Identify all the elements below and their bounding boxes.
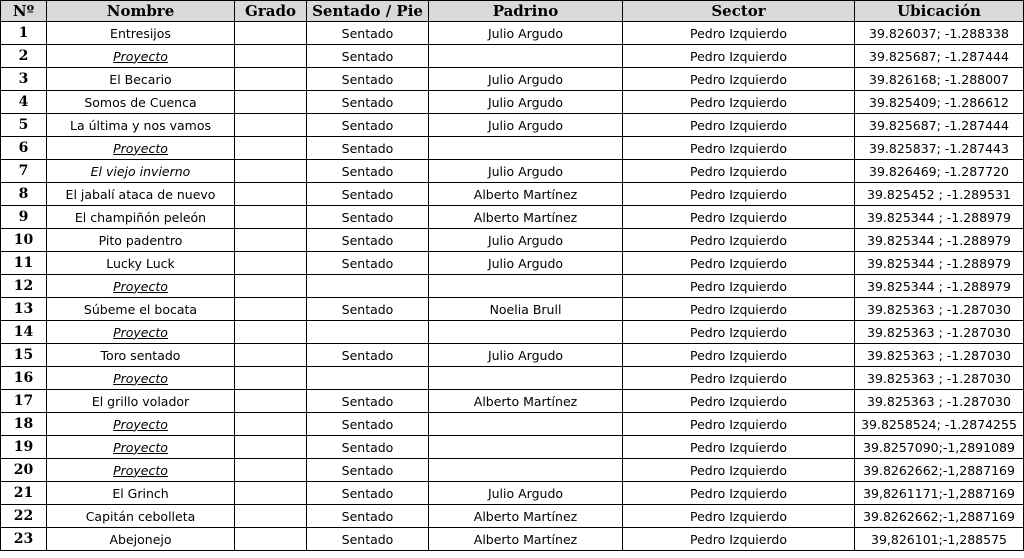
cell-nombre: Súbeme el bocata [47, 298, 235, 321]
table-row [1, 367, 1024, 390]
table-row [1, 459, 1024, 482]
cell-num: 23 [1, 528, 47, 551]
cell-nombre: La última y nos vamos [47, 114, 235, 137]
table-row [1, 206, 1024, 229]
cell-padrino [429, 45, 623, 68]
cell-grado [235, 367, 307, 390]
cell-sentado-pie: Sentado [307, 252, 429, 275]
cell-num: 21 [1, 482, 47, 505]
cell-nombre: El Grinch [47, 482, 235, 505]
cell-nombre: El Becario [47, 68, 235, 91]
table-row [1, 252, 1024, 275]
cell-sentado-pie: Sentado [307, 344, 429, 367]
cell-sector: Pedro Izquierdo [623, 22, 855, 45]
table-row [1, 528, 1024, 551]
cell-num: 14 [1, 321, 47, 344]
cell-padrino: Julio Argudo [429, 114, 623, 137]
cell-num: 16 [1, 367, 47, 390]
cell-padrino: Julio Argudo [429, 252, 623, 275]
cell-grado [235, 528, 307, 551]
cell-nombre: Entresijos [47, 22, 235, 45]
cell-num: 15 [1, 344, 47, 367]
cell-padrino: Alberto Martínez [429, 206, 623, 229]
cell-grado [235, 91, 307, 114]
header-nombre: Nombre [47, 1, 235, 22]
table-row [1, 229, 1024, 252]
cell-ubicacion: 39.825344 ; -1.288979 [855, 229, 1024, 252]
cell-sector: Pedro Izquierdo [623, 91, 855, 114]
header-sector: Sector [623, 1, 855, 22]
cell-ubicacion: 39.825409; -1.286612 [855, 91, 1024, 114]
cell-grado [235, 505, 307, 528]
cell-sector: Pedro Izquierdo [623, 321, 855, 344]
cell-nombre: Proyecto [47, 275, 235, 298]
cell-grado [235, 298, 307, 321]
cell-padrino [429, 137, 623, 160]
table-row [1, 321, 1024, 344]
cell-grado [235, 436, 307, 459]
cell-sentado-pie: Sentado [307, 298, 429, 321]
cell-nombre: Somos de Cuenca [47, 91, 235, 114]
cell-sentado-pie: Sentado [307, 229, 429, 252]
cell-nombre: Pito padentro [47, 229, 235, 252]
cell-ubicacion: 39.826168; -1.288007 [855, 68, 1024, 91]
cell-nombre: El grillo volador [47, 390, 235, 413]
cell-padrino: Julio Argudo [429, 91, 623, 114]
cell-nombre: Proyecto [47, 436, 235, 459]
cell-ubicacion: 39.825687; -1.287444 [855, 114, 1024, 137]
cell-ubicacion: 39.825344 ; -1.288979 [855, 252, 1024, 275]
cell-sector: Pedro Izquierdo [623, 436, 855, 459]
cell-sentado-pie [307, 321, 429, 344]
cell-padrino: Alberto Martínez [429, 390, 623, 413]
cell-padrino: Alberto Martínez [429, 183, 623, 206]
cell-padrino: Julio Argudo [429, 160, 623, 183]
cell-ubicacion: 39.8262662;-1,2887169 [855, 459, 1024, 482]
cell-sector: Pedro Izquierdo [623, 114, 855, 137]
table-row [1, 91, 1024, 114]
cell-sector: Pedro Izquierdo [623, 344, 855, 367]
cell-grado [235, 252, 307, 275]
cell-num: 11 [1, 252, 47, 275]
cell-sentado-pie: Sentado [307, 528, 429, 551]
cell-sector: Pedro Izquierdo [623, 505, 855, 528]
cell-padrino: Julio Argudo [429, 482, 623, 505]
header-padrino: Padrino [429, 1, 623, 22]
cell-num: 10 [1, 229, 47, 252]
cell-padrino: Noelia Brull [429, 298, 623, 321]
cell-grado [235, 22, 307, 45]
table-row [1, 505, 1024, 528]
cell-sector: Pedro Izquierdo [623, 482, 855, 505]
cell-sentado-pie: Sentado [307, 68, 429, 91]
cell-ubicacion: 39,8261171;-1,2887169 [855, 482, 1024, 505]
cell-num: 8 [1, 183, 47, 206]
cell-padrino [429, 413, 623, 436]
cell-sector: Pedro Izquierdo [623, 413, 855, 436]
header-grado: Grado [235, 1, 307, 22]
cell-sector: Pedro Izquierdo [623, 252, 855, 275]
cell-num: 5 [1, 114, 47, 137]
cell-num: 17 [1, 390, 47, 413]
cell-sector: Pedro Izquierdo [623, 160, 855, 183]
cell-sentado-pie: Sentado [307, 482, 429, 505]
cell-sentado-pie [307, 367, 429, 390]
table-row [1, 344, 1024, 367]
cell-grado [235, 413, 307, 436]
cell-nombre: Proyecto [47, 45, 235, 68]
cell-sentado-pie: Sentado [307, 436, 429, 459]
cell-sentado-pie: Sentado [307, 206, 429, 229]
table-row [1, 22, 1024, 45]
cell-ubicacion: 39.826469; -1.287720 [855, 160, 1024, 183]
cell-grado [235, 45, 307, 68]
cell-sentado-pie: Sentado [307, 390, 429, 413]
cell-sentado-pie: Sentado [307, 505, 429, 528]
cell-num: 13 [1, 298, 47, 321]
header-ubicacion: Ubicación [855, 1, 1024, 22]
table-body [1, 22, 1024, 551]
cell-sentado-pie: Sentado [307, 45, 429, 68]
cell-grado [235, 160, 307, 183]
cell-padrino: Julio Argudo [429, 344, 623, 367]
cell-sentado-pie: Sentado [307, 413, 429, 436]
cell-grado [235, 206, 307, 229]
cell-sector: Pedro Izquierdo [623, 206, 855, 229]
cell-padrino: Alberto Martínez [429, 505, 623, 528]
cell-padrino [429, 275, 623, 298]
cell-grado [235, 344, 307, 367]
cell-ubicacion: 39.8258524; -1.2874255 [855, 413, 1024, 436]
cell-num: 22 [1, 505, 47, 528]
cell-num: 2 [1, 45, 47, 68]
cell-sentado-pie: Sentado [307, 183, 429, 206]
cell-grado [235, 229, 307, 252]
cell-nombre: Lucky Luck [47, 252, 235, 275]
cell-ubicacion: 39.825452 ; -1.289531 [855, 183, 1024, 206]
cell-nombre: Capitán cebolleta [47, 505, 235, 528]
cell-sector: Pedro Izquierdo [623, 528, 855, 551]
cell-sector: Pedro Izquierdo [623, 298, 855, 321]
header-num: Nº [1, 1, 47, 22]
cell-nombre: Abejonejo [47, 528, 235, 551]
cell-ubicacion: 39.825687; -1.287444 [855, 45, 1024, 68]
cell-nombre: El jabalí ataca de nuevo [47, 183, 235, 206]
cell-sector: Pedro Izquierdo [623, 68, 855, 91]
cell-padrino: Alberto Martínez [429, 528, 623, 551]
cell-num: 12 [1, 275, 47, 298]
cell-padrino [429, 367, 623, 390]
cell-sector: Pedro Izquierdo [623, 390, 855, 413]
header-row [1, 1, 1024, 22]
table-row [1, 413, 1024, 436]
cell-sentado-pie: Sentado [307, 114, 429, 137]
cell-sector: Pedro Izquierdo [623, 367, 855, 390]
table-row [1, 298, 1024, 321]
cell-nombre: Proyecto [47, 367, 235, 390]
cell-ubicacion: 39.825363 ; -1.287030 [855, 367, 1024, 390]
cell-sentado-pie: Sentado [307, 160, 429, 183]
cell-num: 6 [1, 137, 47, 160]
cell-ubicacion: 39.825363 ; -1.287030 [855, 321, 1024, 344]
cell-sector: Pedro Izquierdo [623, 459, 855, 482]
cell-padrino [429, 459, 623, 482]
cell-nombre: Toro sentado [47, 344, 235, 367]
cell-num: 3 [1, 68, 47, 91]
table-row [1, 436, 1024, 459]
cell-grado [235, 183, 307, 206]
cell-nombre: Proyecto [47, 137, 235, 160]
cell-ubicacion: 39,826101;-1,288575 [855, 528, 1024, 551]
cell-ubicacion: 39.826037; -1.288338 [855, 22, 1024, 45]
cell-sector: Pedro Izquierdo [623, 229, 855, 252]
cell-padrino [429, 321, 623, 344]
cell-ubicacion: 39.825344 ; -1.288979 [855, 206, 1024, 229]
table-row [1, 160, 1024, 183]
cell-grado [235, 137, 307, 160]
cell-sector: Pedro Izquierdo [623, 275, 855, 298]
table-row [1, 275, 1024, 298]
cell-nombre: El viejo invierno [47, 160, 235, 183]
cell-sector: Pedro Izquierdo [623, 183, 855, 206]
table-row [1, 114, 1024, 137]
cell-sector: Pedro Izquierdo [623, 137, 855, 160]
cell-ubicacion: 39.8257090;-1,2891089 [855, 436, 1024, 459]
cell-sentado-pie [307, 275, 429, 298]
table-row [1, 482, 1024, 505]
cell-grado [235, 68, 307, 91]
cell-sentado-pie: Sentado [307, 91, 429, 114]
cell-ubicacion: 39.8262662;-1,2887169 [855, 505, 1024, 528]
cell-sentado-pie: Sentado [307, 137, 429, 160]
cell-padrino [429, 436, 623, 459]
cell-padrino: Julio Argudo [429, 22, 623, 45]
cell-ubicacion: 39.825344 ; -1.288979 [855, 275, 1024, 298]
cell-grado [235, 390, 307, 413]
table-row [1, 68, 1024, 91]
cell-ubicacion: 39.825363 ; -1.287030 [855, 390, 1024, 413]
table-row [1, 137, 1024, 160]
cell-ubicacion: 39.825363 ; -1.287030 [855, 298, 1024, 321]
table-row [1, 183, 1024, 206]
table-row [1, 45, 1024, 68]
cell-padrino: Julio Argudo [429, 68, 623, 91]
cell-nombre: El champiñón peleón [47, 206, 235, 229]
cell-ubicacion: 39.825363 ; -1.287030 [855, 344, 1024, 367]
cell-grado [235, 482, 307, 505]
cell-nombre: Proyecto [47, 459, 235, 482]
cell-sector: Pedro Izquierdo [623, 45, 855, 68]
cell-grado [235, 114, 307, 137]
table-row [1, 390, 1024, 413]
cell-grado [235, 459, 307, 482]
header-sentado-pie: Sentado / Pie [307, 1, 429, 22]
cell-num: 1 [1, 22, 47, 45]
cell-ubicacion: 39.825837; -1.287443 [855, 137, 1024, 160]
cell-num: 7 [1, 160, 47, 183]
cell-num: 4 [1, 91, 47, 114]
cell-num: 19 [1, 436, 47, 459]
cell-nombre: Proyecto [47, 413, 235, 436]
cell-grado [235, 275, 307, 298]
cell-num: 18 [1, 413, 47, 436]
cell-sentado-pie: Sentado [307, 22, 429, 45]
cell-nombre: Proyecto [47, 321, 235, 344]
cell-sentado-pie: Sentado [307, 459, 429, 482]
cell-padrino: Julio Argudo [429, 229, 623, 252]
cell-num: 20 [1, 459, 47, 482]
cell-grado [235, 321, 307, 344]
cell-num: 9 [1, 206, 47, 229]
